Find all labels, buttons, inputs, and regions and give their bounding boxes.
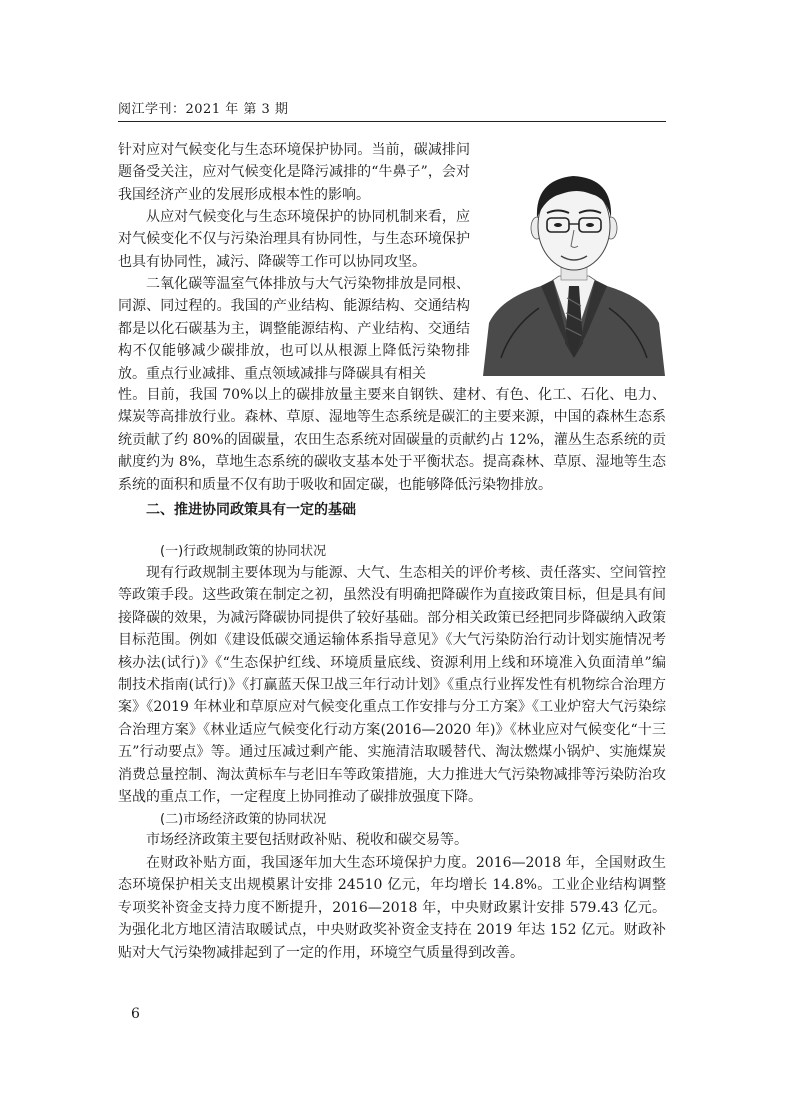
paragraph-6: 在财政补贴方面，我国逐年加大生态环境保护力度。2016—2018 年，全国财政生态环境保护相关支出规模累计安排 24510 亿元，年均增长 14.8%。工业企业结构调整专项奖补资金支持力度不断提升，2016—2018 年，中央财政累计安排 579.43 亿元。为强化北方地区清洁取暖试点，中央财政奖补资金支持在 2019 年达 152 亿元。财政补贴对大气污染物减排起到了一定的作用，环境空气质量得到改善。 [118,855,666,961]
author-portrait [481,158,667,376]
paragraph-3b: 性。目前，我国 70%以上的碳排放量主要来自钢铁、建材、有色、化工、石化、电力、煤炭等高排放行业。森林、草原、湿地等生态系统是碳汇的主要来源，中国的森林生态系统贡献了约 80%的固碳量，农田生态系统对固碳量的贡献约占 12%，灌丛生态系统的贡献度约为 8%，草地生态系统的碳收支基本处于平衡状态。提高森林、草原、湿地等生态系统的面积和质量不仅有助于吸收和固定碳，也能够降低污染物排放。 [118,387,666,493]
paragraph-2: 从应对气候变化与生态环境保护的协同机制来看，应对气候变化不仅与污染治理具有协同性，与生态环境保护也具有协同性，减污、降碳等工作可以协同攻坚。 [118,209,470,270]
page-number: 6 [131,1006,140,1022]
paragraph-3a: 二氧化碳等温室气体排放与大气污染物排放是同根、同源、同过程的。我国的产业结构、能源结构、交通结构都是以化石碳基为主，调整能源结构、产业结构、交通结构不仅能够减少碳排放，也可以从根源上降低污染物排放。重点行业减排、重点领域减排与降碳具有相关 [118,276,470,382]
paragraph-5: 市场经济政策主要包括财政补贴、税收和碳交易等。 [146,832,468,848]
header-rule [118,121,666,122]
journal-header: 阅江学刊：2021 年 第 3 期 [118,102,289,117]
section-heading-2: 二、推进协同政策具有一定的基础 [146,502,356,518]
subsection-heading-1: (一)行政规制政策的协同状况 [160,544,327,559]
paragraph-4: 现有行政规制主要体现为与能源、大气、生态相关的评价考核、责任落实、空间管控等政策手段。这些政策在制定之初，虽然没有明确把降碳作为直接政策目标，但是具有间接降碳的效果，为减污降碳协同提供了较好基础。部分相关政策已经把同步降碳纳入政策目标范围。例如《建设低碳交通运输体系指导意见》《大气污染防治行动计划实施情况考核办法(试行)》《“生态保护红线、环境质量底线、资源利用上线和环境准入负面清单”编制技术指南(试行)》《打赢蓝天保卫战三年行动计划》《重点行业挥发性有机物综合治理方案》《2019 年林业和草原应对气候变化重点工作安排与分工方案》《工业炉窑大气污染综合治理方案》《林业适应气候变化行动方案(2016—2020 年)》《林业应对气候变化“十三五”行动要点》等。通过压减过剩产能、实施清洁取暖替代、淘汰燃煤小锅炉、实施煤炭消费总量控制、淘汰黄标车与老旧车等政策措施，大力推进大气污染物减排等污染防治攻坚战的重点工作，一定程度上协同推动了碳排放强度下降。 [118,565,666,806]
paragraph-1: 针对应对气候变化与生态环境保护协同。当前，碳减排问题备受关注，应对气候变化是降污减排的“牛鼻子”，会对我国经济产业的发展形成根本性的影响。 [118,142,470,203]
subsection-heading-2: (二)市场经济政策的协同状况 [160,812,327,827]
